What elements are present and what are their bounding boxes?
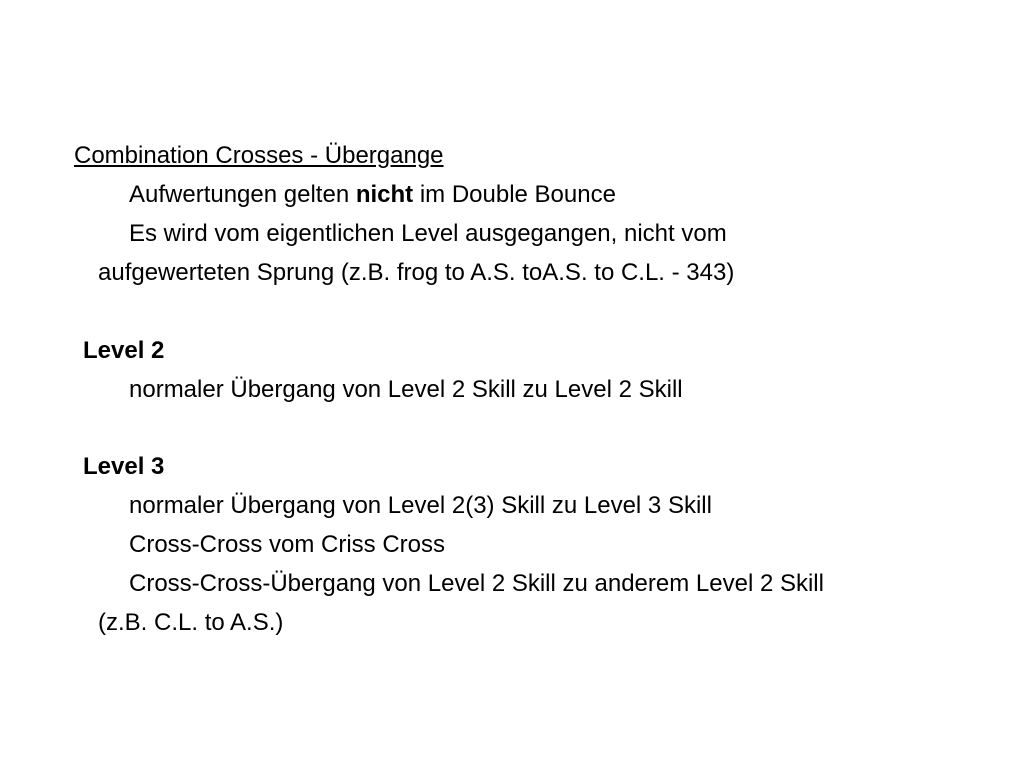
level-2-item: normaler Übergang von Level 2 Skill zu Level 2 Skill: [129, 376, 683, 403]
level-3-item: Cross-Cross-Übergang von Level 2 Skill zu anderem Level 2 Skill: [129, 570, 824, 597]
intro-line-1-start: Aufwertungen gelten: [129, 181, 356, 208]
level-3-item: normaler Übergang von Level 2(3) Skill zu Level 3 Skill: [129, 492, 712, 519]
intro-line-1-end: im Double Bounce: [413, 181, 616, 208]
page-title: Combination Crosses - Übergange: [74, 142, 444, 169]
intro-line-2: Es wird vom eigentlichen Level ausgegangen, nicht vom: [129, 220, 727, 247]
level-3-item-continuation: (z.B. C.L. to A.S.): [98, 609, 284, 636]
intro-line-1-emphasis: nicht: [355, 181, 414, 208]
level-2-heading: Level 2: [83, 337, 165, 364]
level-3-heading: Level 3: [83, 453, 165, 480]
intro-line-3: aufgewerteten Sprung (z.B. frog to A.S. toA.S. to C.L. - 343): [98, 259, 735, 286]
intro-line-1: [129, 180, 616, 210]
level-3-item: Cross-Cross vom Criss Cross: [129, 531, 446, 558]
